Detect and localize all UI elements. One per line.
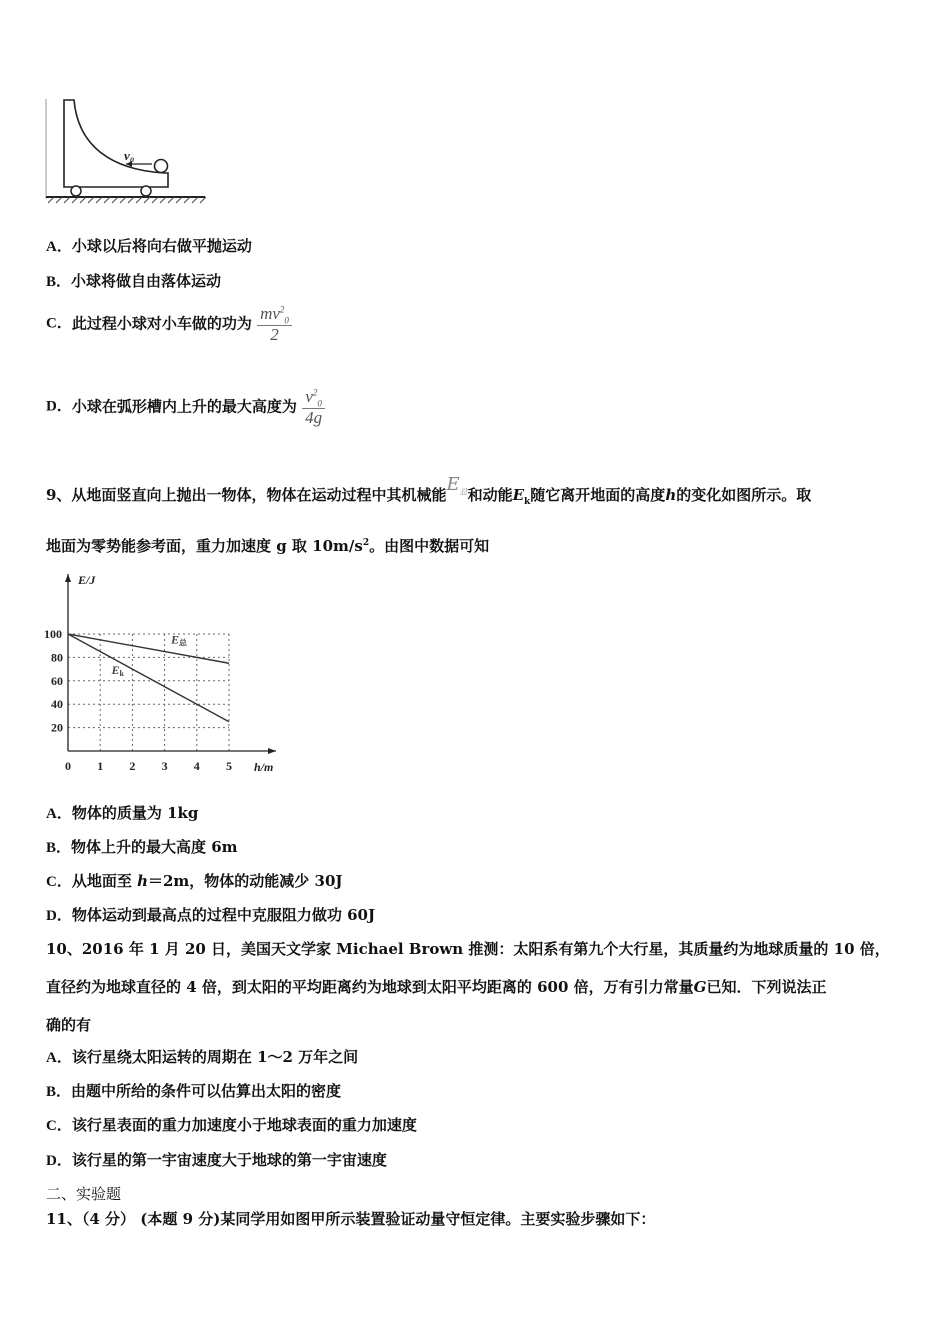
q10-option-b[interactable]	[46, 1080, 341, 1101]
option-text: 此过程小球对小车做的功为	[71, 314, 252, 333]
option-text: 物体的质量为 1kg	[71, 804, 199, 822]
cart-groove-figure	[40, 95, 210, 207]
cart-wheel-left	[71, 186, 81, 196]
option-letter: D．	[46, 908, 72, 924]
y-axis-arrow	[65, 574, 71, 582]
formula-height: $\frac{v^2_0}{4g}$	[302, 388, 325, 426]
section-title: 二、实验题	[46, 1185, 122, 1203]
q9-option-b[interactable]	[46, 836, 238, 857]
option-text: 由题中所给的条件可以估算出太阳的密度	[71, 1082, 342, 1100]
option-text: 物体上升的最大高度 6m	[71, 838, 238, 856]
q8-option-d[interactable]	[46, 388, 325, 426]
x-axis-arrow	[268, 748, 276, 754]
option-text: 小球在弧形槽内上升的最大高度为	[71, 397, 297, 416]
x-tick-label: 4	[193, 759, 200, 773]
option-letter: C．	[46, 1118, 72, 1134]
x-axis-label: h/m	[254, 760, 274, 774]
q11-stem: 11、（4 分） (本题 9 分)某同学用如图甲所示装置验证动量守恒定律。主要实验步骤如下：	[46, 1210, 656, 1228]
option-letter: A．	[46, 239, 72, 255]
option-text: 该行星表面的重力加速度小于地球表面的重力加速度	[71, 1116, 417, 1134]
q10-option-a[interactable]	[46, 1046, 358, 1067]
option-letter: A．	[46, 806, 72, 822]
q9-stem-line2: 地面为零势能参考面，重力加速度 g 取 $10m/s^2$。由图中数据可知	[46, 537, 490, 555]
y-tick-label: 40	[51, 697, 63, 712]
velocity-label: v₀	[124, 148, 135, 163]
series-label-ek: Ek	[111, 662, 124, 678]
x-tick-label: 1	[97, 759, 104, 773]
y-tick-label: 100	[44, 627, 62, 641]
y-tick-label: 20	[51, 720, 63, 735]
cart-body	[64, 100, 168, 187]
option-letter: D．	[46, 398, 72, 415]
q9-option-c[interactable]: C．从地面至 h＝2m，物体的动能减少 30J	[46, 872, 343, 890]
formula-work: $\frac{mv^2_0}{2}$	[257, 305, 292, 343]
q10-option-d[interactable]	[46, 1149, 387, 1170]
cart-wheel-right	[141, 186, 151, 196]
energy-height-chart	[38, 568, 288, 778]
option-text: 小球以后将向右做平抛运动	[71, 237, 252, 255]
option-text: 物体运动到最高点的过程中克服阻力做功 60J	[71, 906, 376, 924]
option-letter: D．	[46, 1153, 72, 1169]
option-letter: A．	[46, 1050, 72, 1066]
y-axis-label: E/J	[78, 573, 96, 587]
x-tick-label: 2	[129, 759, 136, 773]
y-tick-label: 60	[51, 673, 63, 688]
option-letter: C．	[46, 315, 72, 332]
option-text: 小球将做自由落体运动	[71, 272, 222, 290]
x-tick-label: 0	[65, 759, 71, 773]
q10-stem-line3: 确的有	[46, 1016, 92, 1034]
ball	[155, 160, 168, 173]
option-letter: B．	[46, 274, 72, 290]
q9-stem-line1: 9、从地面竖直向上抛出一物体，物体在运动过程中其机械能$E_总$和动能$E_k$随它离开地面的高度h的变化如图所示。取	[46, 474, 812, 507]
q10-stem-line1: 10、2016 年 1 月 20 日，美国天文学家 Michael Brown 推测：太阳系有第九个大行星，其质量约为地球质量的 10 倍，	[46, 940, 890, 958]
option-text: 该行星绕太阳运转的周期在 1～2 万年之间	[71, 1048, 359, 1066]
q8-option-a[interactable]	[46, 235, 252, 256]
series-line-ek	[68, 634, 229, 722]
e-total-symbol: $E_总$	[446, 474, 468, 497]
q10-option-c[interactable]	[46, 1114, 417, 1135]
q8-option-b[interactable]	[46, 270, 221, 291]
q9-option-d[interactable]	[46, 904, 375, 925]
y-tick-label: 80	[51, 650, 63, 665]
option-letter: C．	[46, 874, 72, 890]
q9-option-a[interactable]	[46, 802, 198, 823]
option-letter: B．	[46, 840, 72, 856]
series-label-e-total: E总	[171, 632, 188, 648]
option-text: 该行星的第一宇宙速度大于地球的第一宇宙速度	[71, 1151, 387, 1169]
series-line-e-total	[68, 634, 229, 663]
x-tick-label: 3	[161, 759, 168, 773]
option-letter: B．	[46, 1084, 72, 1100]
x-tick-label: 5	[226, 759, 232, 773]
q10-stem-line2: 直径约为地球直径的 4 倍，到太阳的平均距离约为地球到太阳平均距离的 600 倍，万有引力常量G已知．下列说法正	[46, 978, 827, 996]
q8-option-c[interactable]	[46, 305, 292, 343]
